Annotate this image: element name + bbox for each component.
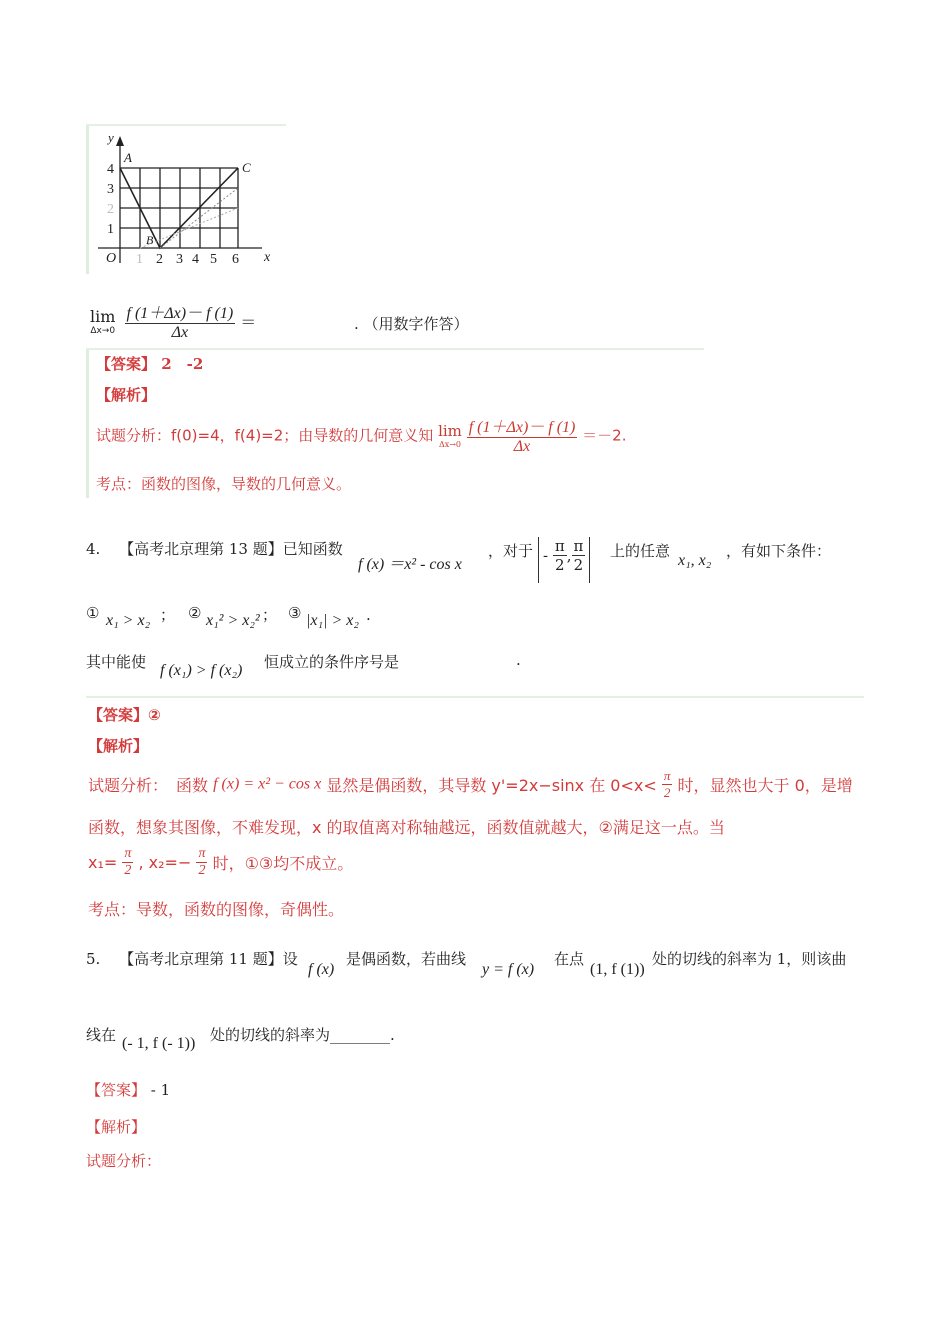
cond3-mark: ③ [288,604,302,622]
cond3-end: . [366,606,371,624]
two: 2 [124,863,132,878]
q3-analysis-prefix: 试题分析：f(0)=4，f(4)=2；由导数的几何意义知 [96,426,434,445]
pi: π [554,537,565,555]
q5-source: 【高考北京理第 11 题】设 [119,950,298,968]
y-tick: 4 [107,162,114,177]
pi: π [663,768,671,783]
two: 2 [663,785,671,800]
two: 2 [573,556,584,574]
lim-text: lim [90,306,116,326]
q3-answer-left-border [86,350,89,498]
q3-analysis-result: ＝－2. [582,426,627,445]
q3-kaodian: 考点：函数的图像，导数的几何意义。 [96,475,352,493]
x-axis-label: x [264,250,271,265]
q5-curve: y = f (x) [482,961,535,978]
q5-answer-label: 【答案】 [86,1081,147,1099]
x-tick: 5 [210,252,217,267]
cond1-mark: ① [86,604,100,622]
q3-analysis-label: 【解析】 [96,386,157,404]
q4-on-any: 上的任意 [610,542,671,560]
q3-analysis-lim-sub: Δx→0 [438,439,462,449]
q3-analysis-denominator: Δx [513,438,531,455]
q5-line1 [86,948,298,969]
q5-is-even: 是偶函数，若曲线 [346,950,467,968]
q3-numerator: f (1＋Δx)－ f (1) [125,300,236,324]
pi: π [573,537,584,555]
grid-lines [120,168,238,248]
q4-vars: x₁, x₂ [678,552,712,569]
q5-analysis-label: 【解析】 [86,1118,147,1136]
q5-fx: f (x) [308,961,335,978]
point-c-label: C [242,160,251,175]
origin-label: O [106,251,117,266]
q4-for: ，对于 [488,542,534,560]
point-a-label: A [124,150,132,165]
q3-analysis-lim: lim [438,421,462,440]
y-tick: 2 [107,202,114,217]
q3-analysis-numerator: f (1＋Δx)－ f (1) [467,414,578,438]
y-axis-label: y [108,130,114,145]
q4-analysis-func: f (x) = x² − cos x [213,775,322,793]
q4-analysis-label: 【解析】 [88,737,149,755]
q4-analysis-x2: , x₂=− [138,853,192,872]
x-tick: 1 [136,252,143,267]
x-tick: 6 [232,252,239,267]
q5-slope-text: 处的切线的斜率为 1，则该曲 [652,950,847,968]
q4-analysis-line1 [88,768,853,801]
q4-question-prefix: 其中能使 [86,653,147,671]
pi: π [198,846,206,861]
q3-limit-expression [90,300,256,342]
q4-analysis-line1-suffix: 时，显然也大于 0，是增 [677,776,853,795]
cond3: |x₁| > x₂ [306,612,359,629]
q4-source: 【高考北京理第 13 题】已知函数 [119,540,343,558]
cond2-sep: ； [262,606,278,624]
q4-answer-top-border [86,696,864,698]
pi: π [124,846,132,861]
q3-answer-label: 【答案】 [96,355,157,373]
q5-point: (1, f (1)) [590,961,645,978]
q3-equals: ＝ [240,314,257,332]
q4-conditions-intro: ，有如下条件： [726,542,832,560]
q4-analysis-line2: 函数，想象其图像，不难发现，x 的取值离对称轴越远，函数值就越大，②满足这一点。当 [88,818,725,837]
q3-tail: . （用数字作答） [354,315,469,333]
dotted-helper [160,188,238,248]
q4-answer-value: ② [148,706,161,724]
q5-line2-suffix: 处的切线的斜率为________. [210,1026,395,1044]
figure-left-border [86,126,89,274]
y-tick-labels [107,162,114,237]
q4-question-suffix: 恒成立的条件序号是 [264,653,400,671]
q4-analysis-line3 [88,846,353,879]
q4-number: 4. [86,540,101,558]
cond2: x₁² > x₂² [206,612,260,629]
q5-number: 5. [86,950,101,968]
q5-answer-value: - 1 [150,1081,171,1099]
q4-interval [538,537,590,583]
q4-kaodian: 考点：导数，函数的图像，奇偶性。 [88,900,345,919]
q4-analysis-line1-mid: 显然是偶函数，其导数 y'=2x−sinx 在 0<x< [326,776,657,795]
q4-analysis-line3-suffix: 时，①③均不成立。 [212,854,354,873]
x-tick: 2 [156,252,163,267]
q5-line2-prefix: 线在 [86,1026,117,1044]
q4-question-expr: f (x₁) > f (x₂) [160,662,243,679]
two: 2 [555,556,565,574]
q3-answer-top-border [86,348,704,350]
x-tick: 3 [176,252,183,267]
point-b-label: B [146,233,154,247]
function-graph [92,128,282,276]
x-tick: 4 [192,252,199,267]
cond2-mark: ② [188,604,202,622]
interval-minus: - [543,546,549,565]
q4-question-end: . [516,651,521,669]
q4-line1 [86,538,343,559]
q4-answer-line [88,704,161,725]
q3-analysis-line [96,414,626,456]
figure-top-border [86,124,286,126]
q4-answer-label: 【答案】 [88,706,149,724]
q5-point2: (- 1, f (- 1)) [122,1035,196,1052]
q5-analysis-text: 试题分析： [86,1152,162,1170]
interval-comma: , [566,546,572,565]
q3-answer-value: 2 -2 [161,355,204,373]
cond1-sep: ； [160,606,176,624]
q4-function: f (x) ＝x² - cos x [358,556,462,573]
y-tick: 3 [107,182,114,197]
lim-subscript: Δx→0 [90,325,116,336]
q4-analysis-x1: x₁= [88,853,118,872]
q5-answer-line [86,1079,170,1100]
two: 2 [198,863,206,878]
q5-at-point: 在点 [554,950,585,968]
q3-denominator: Δx [171,324,189,341]
x-tick-labels [136,252,239,267]
y-axis-arrow [116,136,124,146]
cond1: x₁ > x₂ [106,612,151,629]
y-tick: 1 [107,222,114,237]
q4-analysis-line1-prefix: 试题分析： 函数 [88,776,209,795]
q3-answer-line [96,353,203,374]
